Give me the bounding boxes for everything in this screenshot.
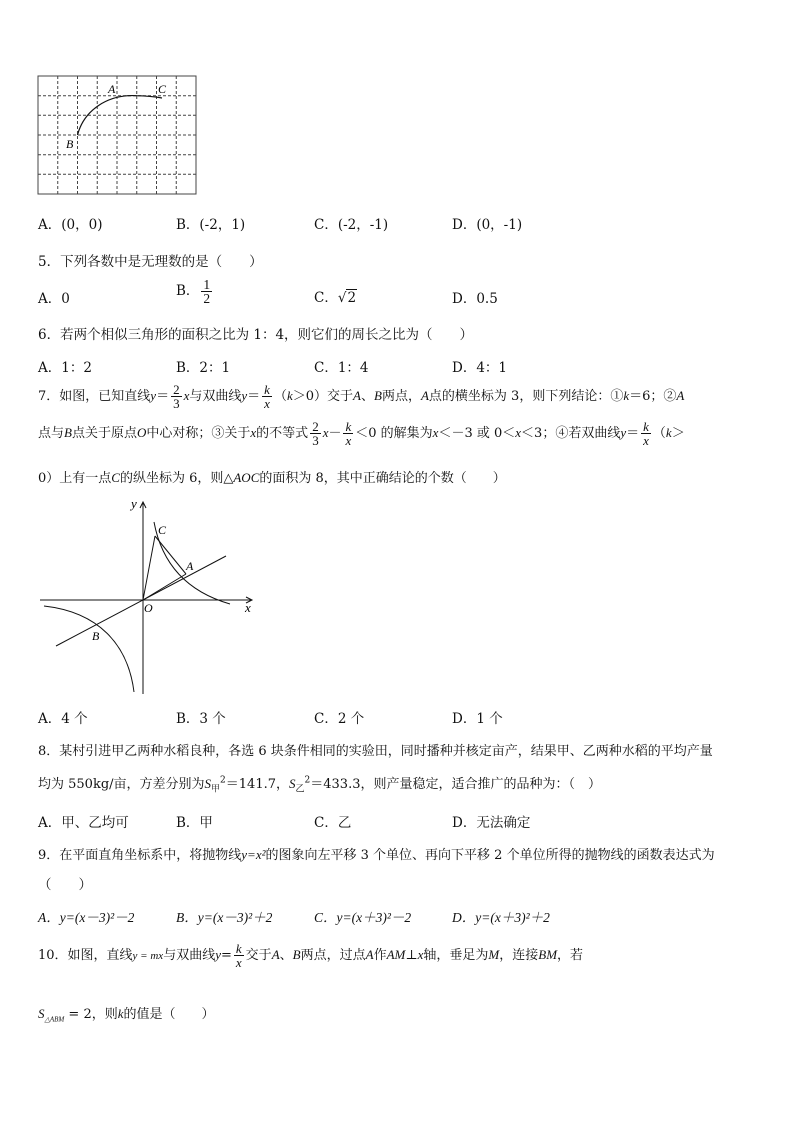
q9-line-2: （ ） [38,877,92,893]
q8-line-1: 8．某村引进甲乙两种水稻良种，各选 6 块条件相同的实验田，同时播种并核定亩产，结果甲、乙两种水稻的平均产量 [38,744,713,759]
q7-text: 0）上有一点 [38,471,112,486]
q10-line-1 [38,942,758,969]
q7-var: k [623,388,630,403]
q7-text: ＝ [626,426,640,441]
q9-expr: y=x² [241,847,266,862]
q7-frac-num: k [643,419,649,434]
grid-label-b: B [66,137,74,151]
q7-var: x [183,388,190,403]
grid-figure [36,74,200,198]
q7-frac-den: 3 [312,433,319,448]
q10-text: 的值是（ ） [123,1007,215,1022]
graph-label-a: A [186,559,194,573]
q5-option-c-prefix: C． [314,290,338,306]
q7-var: y [241,388,248,403]
graph-label-b: B [92,629,100,643]
q7-option-b[interactable]: B．3 个 [176,711,226,727]
q5-option-c[interactable] [314,286,357,306]
q7-frac-den: x [345,433,352,448]
q10-text: ⊥ [405,948,418,963]
q7-var: k [665,425,672,440]
q7-text: ＞ [671,426,685,441]
q10-var: y [215,947,221,962]
q7-text: 的不等式 [256,426,309,441]
q7-frac-den: x [643,433,649,448]
q7-text: ＝ [156,389,170,404]
q6-option-c[interactable]: C．1：4 [314,360,369,376]
q7-var: A [420,388,429,403]
q8-var: S [204,776,212,791]
q8-line-2 [38,773,758,795]
q7-text: ＜0 的解集为 [355,426,433,441]
q7-var: x [432,425,439,440]
q9-line-1 [38,844,758,863]
q7-text: 点关于原点 [71,426,137,441]
q7-var: x [322,425,329,440]
q7-text: 的纵坐标为 6，则△ [119,471,234,486]
q8-text: ＝433.3，则产量稳定，适合推广的品种为：（ ） [310,777,601,792]
q8-sub: 乙 [295,784,305,795]
segment-ca [155,536,186,574]
q10-text: 10．如图，直线 [38,948,133,963]
q7-line-3 [38,467,758,486]
q7-text: 点与 [38,426,65,441]
q8-option-d[interactable]: D．无法确定 [452,815,531,831]
q9-option-b[interactable]: B．y=(x－3)²＋2 [176,910,273,925]
graph-label-x: x [245,600,251,615]
q7-var: AOC [233,470,260,485]
q7-text: 中心对称；③关于 [146,426,251,441]
q7-fraction [262,383,272,410]
q7-text: 点的横坐标为 3，则下列结论：① [428,389,624,404]
q6-stem: 6．若两个相似三角形的面积之比为 1：4，则它们的周长之比为（ ） [38,327,474,343]
q10-var: AM [386,947,406,962]
q9-option-d[interactable]: D．y=(x＋3)²＋2 [452,910,550,925]
q10-sub: △ABM [44,1015,65,1024]
q7-fraction [171,383,182,410]
q4-option-a[interactable]: A．(0，0) [38,217,103,233]
q8-sub: 甲 [211,784,221,795]
q7-option-a[interactable]: A．4 个 [38,711,88,727]
line-ab [56,556,226,646]
q7-text: 、 [360,389,374,404]
q5-radicand: 2 [347,290,357,306]
q7-line-2 [38,420,758,447]
q10-text: ，若 [557,948,584,963]
q7-frac-num: 2 [173,382,180,397]
q6-option-d[interactable]: D．4：1 [452,360,508,376]
q8-text: ， [276,777,290,792]
q7-text: （ [652,426,666,441]
q7-option-c[interactable]: C．2 个 [314,711,365,727]
q7-var: A [353,388,361,403]
q7-fraction [343,420,353,447]
q5-frac-den: 2 [203,291,211,306]
q10-frac-den: x [235,955,242,970]
q9-option-a[interactable]: A．y=(x－3)²－2 [38,910,135,925]
q7-var: B [64,425,72,440]
q8-text: 均为 550kg/亩，方差分别为 [38,777,205,792]
q7-var: B [374,388,382,403]
q10-text: 两点，过点 [300,948,366,963]
q7-frac-den: x [264,396,270,411]
graph-label-y: y [131,496,137,511]
q8-var: S [289,776,296,791]
q7-var: x [515,425,522,440]
q10-text: 、 [279,948,293,963]
q7-frac-num: 2 [312,419,319,434]
q8-text: ＝141.7 [225,777,276,792]
q7-text: 与双曲线 [189,389,242,404]
q7-var: y [150,388,157,403]
q7-fraction [310,420,321,447]
grid-label-a: A [108,82,116,96]
q7-line-1 [38,383,758,410]
q10-var: BM [538,947,558,962]
q10-expr: y = mx [132,950,164,962]
segment-oa [143,574,186,600]
q10-var: M [488,947,500,962]
sqrt-icon: √ [337,290,347,306]
q7-text: ＜3；④若双曲线 [521,426,621,441]
q7-option-d[interactable]: D．1 个 [452,711,503,727]
grid-label-c: C [158,82,167,96]
q4-option-b[interactable]: B．(-2，1) [176,217,246,233]
q4-option-c[interactable]: C．(-2，-1) [314,217,389,233]
q5-stem: 5．下列各数中是无理数的是（ ） [38,254,263,270]
q10-frac-num: k [235,941,242,956]
q7-text: （ [273,389,287,404]
q10-var: A [271,947,280,962]
q7-var: x [250,425,257,440]
q8-sup: 2 [304,775,311,786]
q7-var: A [676,388,685,403]
q9-text: 的图象向左平移 3 个单位、再向下平移 2 个单位所得的抛物线的函数表达式为 [265,848,715,863]
q10-var: S [38,1006,45,1021]
q7-text: ＝6；② [629,389,677,404]
q10-var: B [292,947,301,962]
q10-text: 轴，垂足为 [423,948,489,963]
q7-text: ＝ [247,389,261,404]
q4-option-d[interactable]: D．(0，-1) [452,217,523,233]
q10-text: ，则 [91,1007,118,1022]
q9-text: 9．在平面直角坐标系中，将抛物线 [38,848,242,863]
q10-var: A [365,947,374,962]
q10-text: 与双曲线 [163,948,216,963]
segment-oc [143,536,155,600]
q5-option-a[interactable]: A．0 [38,291,70,307]
q7-text: ＜－3 或 0＜ [438,426,516,441]
q7-var: y [620,425,627,440]
q7-frac-den: 3 [173,396,180,411]
q7-fraction [641,420,651,447]
hyperbola-graph [38,494,264,700]
q8-option-b[interactable]: B．甲 [176,815,213,831]
q7-var: k [286,388,293,403]
q7-var: O [136,425,147,440]
q10-var: x [417,947,424,962]
q10-text: = 2 [64,1007,92,1022]
hyperbola-branch-2 [44,606,134,692]
q8-option-a[interactable]: A．甲、乙均可 [38,815,129,831]
q7-var: C [111,470,120,485]
q10-text: 作 [373,948,387,963]
q6-option-b[interactable]: B．2：1 [176,360,231,376]
q7-text: ＞0）交于 [292,389,354,404]
q9-option-c[interactable]: C．y=(x＋3)²－2 [314,910,412,925]
q7-frac-num: k [264,382,270,397]
graph-label-c: C [158,523,167,537]
q10-text: ，连接 [499,948,539,963]
q6-option-a[interactable]: A．1：2 [38,360,92,376]
q10-var: k [117,1006,124,1021]
q10-line-2 [38,1003,758,1024]
q10-fraction [234,942,244,969]
q5-option-b-prefix: B． [176,283,200,299]
q8-option-c[interactable]: C．乙 [314,815,352,831]
q7-text: 的面积为 8，其中正确结论的个数（ ） [259,471,506,486]
q7-text: － [328,426,342,441]
q5-frac-num: 1 [203,277,211,292]
q7-text: 两点， [381,389,421,404]
q5-fraction [201,278,212,305]
q10-text: 交于 [245,948,272,963]
q7-frac-num: k [345,419,352,434]
q5-option-b[interactable] [176,278,214,305]
q5-option-d[interactable]: D．0.5 [452,291,498,307]
q10-text: = [220,948,232,963]
q8-sup: 2 [220,775,226,786]
graph-label-o: O [144,601,153,615]
q7-text: 7．如图，已知直线 [38,389,151,404]
